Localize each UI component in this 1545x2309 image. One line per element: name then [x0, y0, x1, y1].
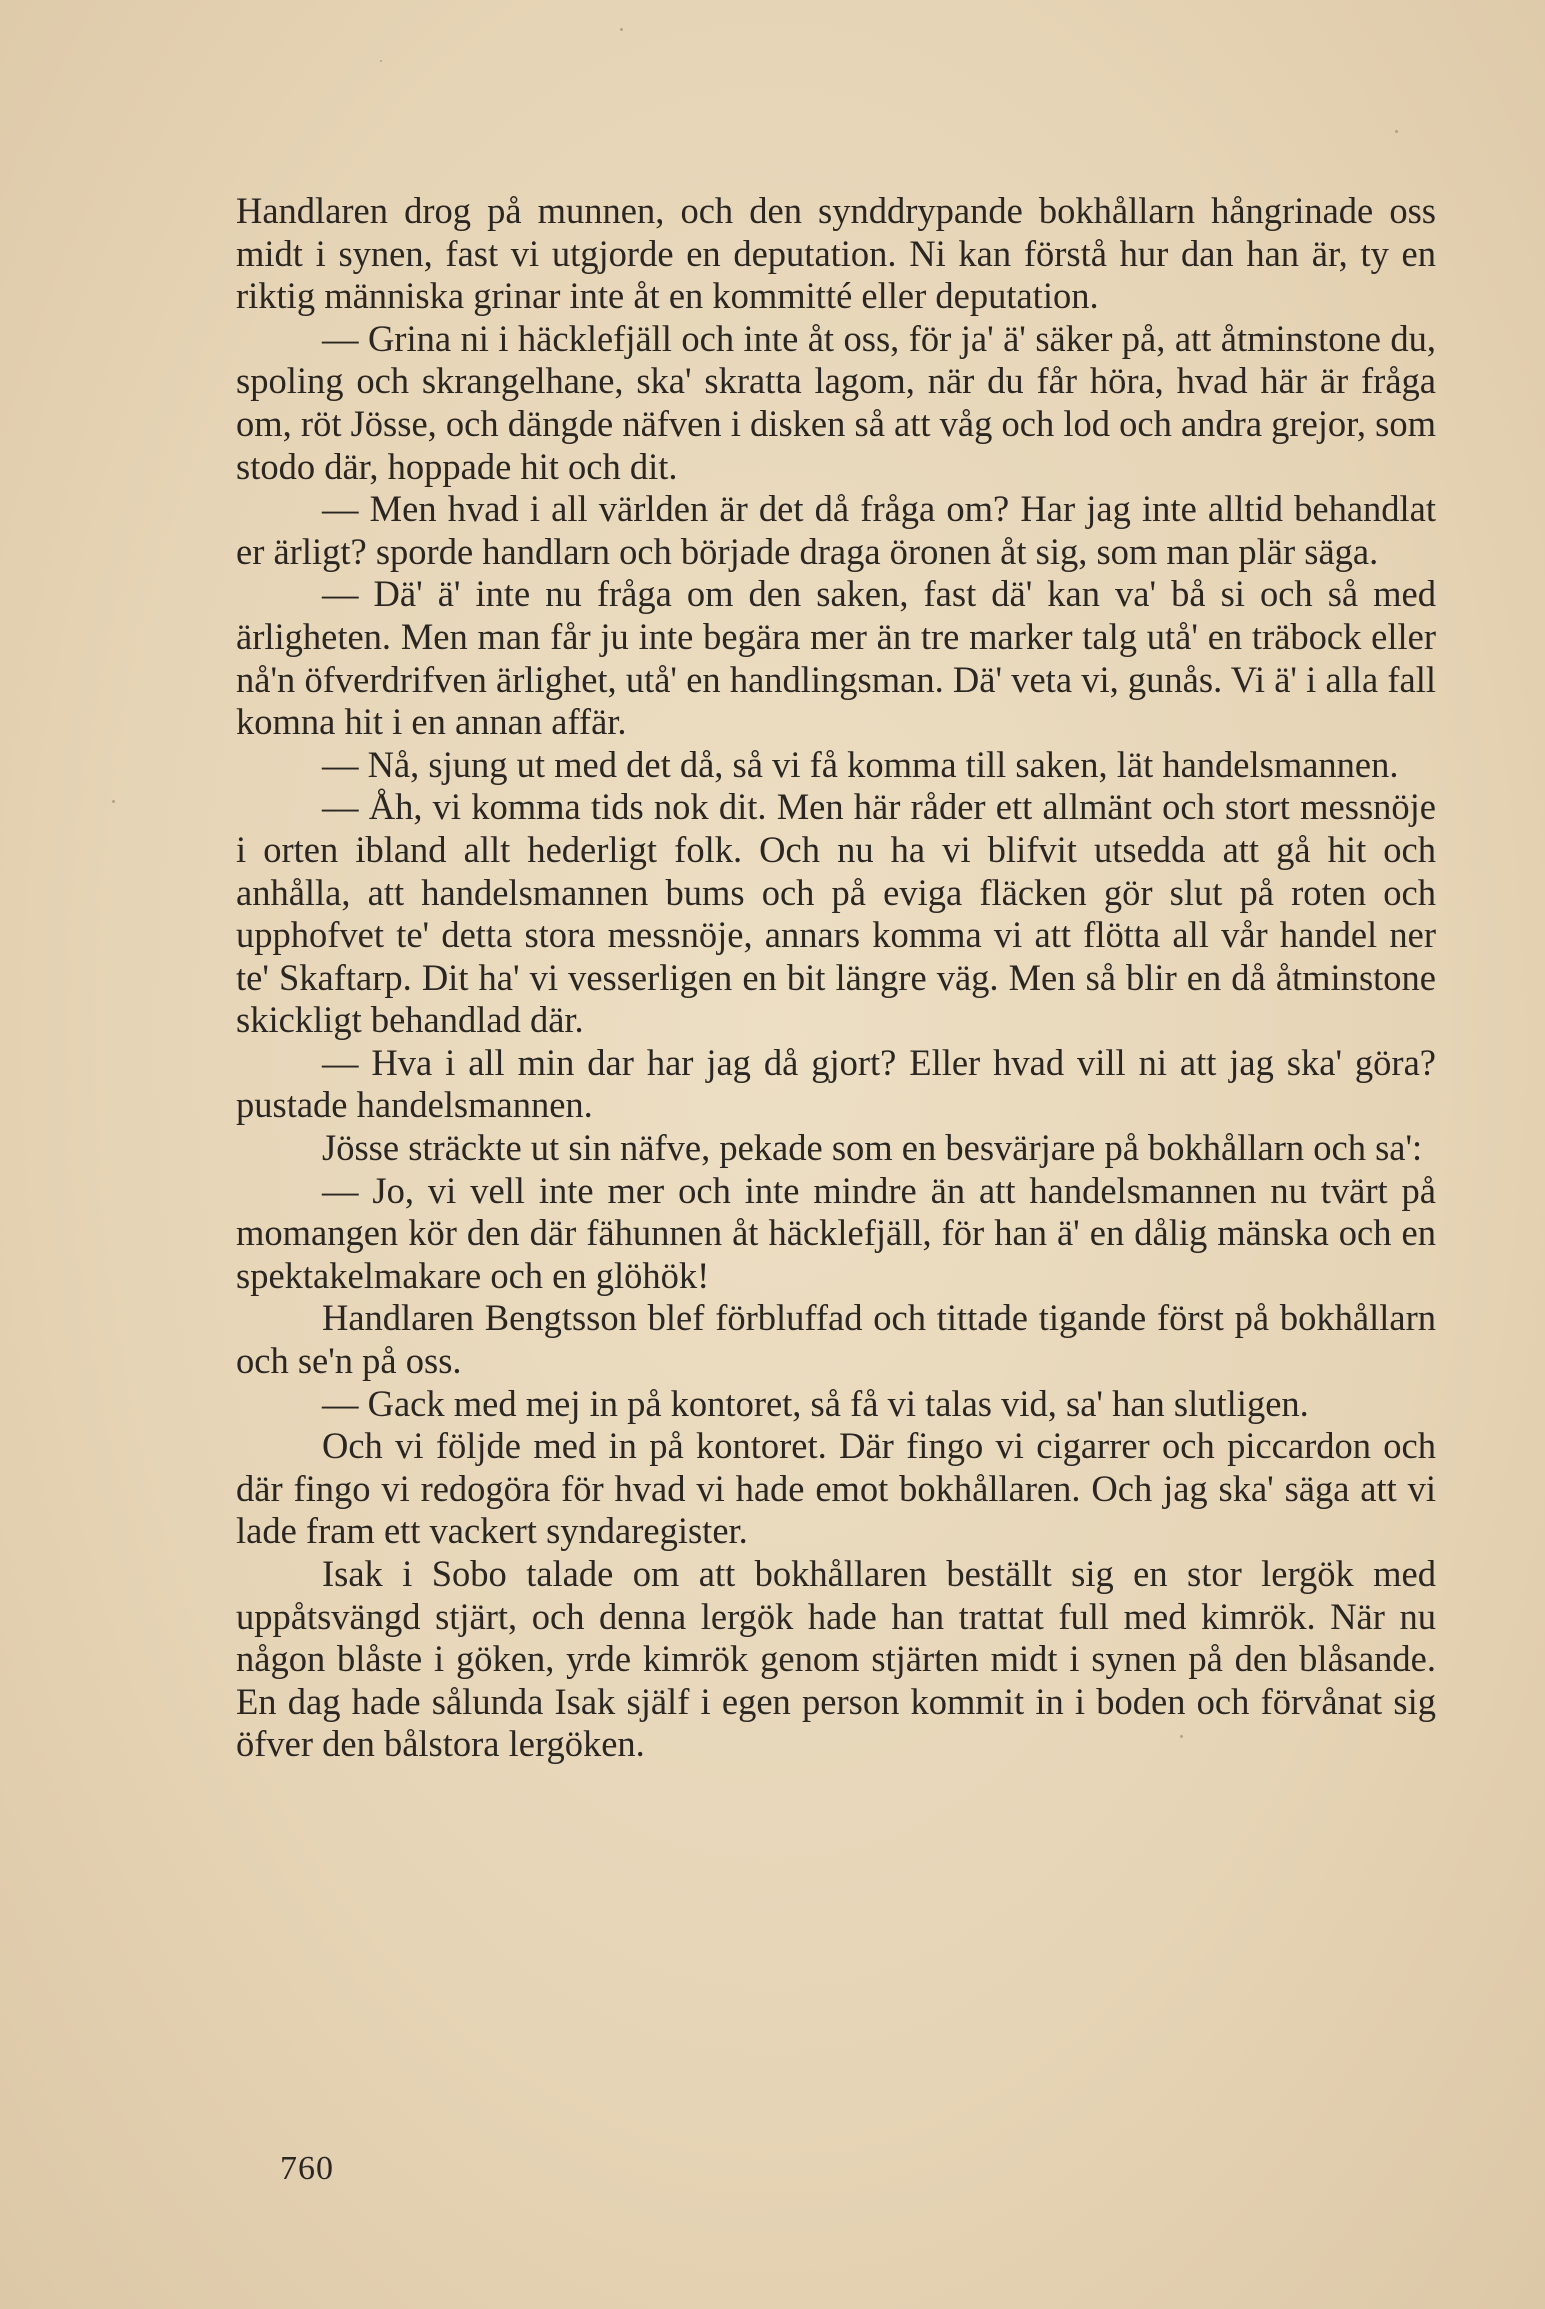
body-text — [236, 190, 1436, 1766]
paragraph: Handlaren drog på munnen, och den synddrypande bokhållarn hångrinade oss midt i synen, fast vi utgjorde en deputation. Ni kan förstå hur dan han är, ty en riktig människa grinar inte åt en kommitté eller deputation. — [236, 190, 1436, 317]
paragraph: — Hva i all min dar har jag då gjort? Eller hvad vill ni att jag ska' göra? pustade handelsmannen. — [236, 1041, 1436, 1126]
paragraph: Och vi följde med in på kontoret. Där fingo vi cigarrer och piccardon och där fingo vi redogöra för hvad vi hade emot bokhållaren. Och jag ska' säga att vi lade fram ett vackert syndaregister. — [236, 1425, 1436, 1552]
paragraph: Isak i Sobo talade om att bokhållaren beställt sig en stor lergök med uppåtsvängd stjärt, och denna lergök hade han trattat full med kimrök. När nu någon blåste i göken, yrde kimrök genom stjärten midt i synen på den blåsande. En dag hade sålunda Isak själf i egen person kommit in i boden och förvånat sig öfver den bålstora lergöken. — [236, 1553, 1436, 1765]
paragraph: — Men hvad i all världen är det då fråga om? Har jag inte alltid behandlat er ärligt? sporde handlarn och började draga öronen åt sig, som man plär säga. — [236, 488, 1436, 572]
paper-speck — [380, 60, 382, 62]
paragraph: — Jo, vi vell inte mer och inte mindre än att handelsmannen nu tvärt på momangen kör den där fähunnen åt häcklefjäll, för han ä' en dålig mänska och en spektakelmakare och en glöhök! — [236, 1169, 1436, 1296]
paragraph: Jösse sträckte ut sin näfve, pekade som en besvärjare på bokhållarn och sa': — [322, 1127, 1423, 1169]
page-number: 760 — [280, 2150, 334, 2187]
paragraph: — Grina ni i häcklefjäll och inte åt oss, för ja' ä' säker på, att åtminstone du, spoling och skrangelhane, ska' skratta lagom, när du får höra, hvad här är fråga om, röt Jösse, och dängde näfven i disken så att våg och lod och andra grejor, som stodo där, hoppade hit och dit. — [236, 317, 1436, 487]
paragraph: — Åh, vi komma tids nok dit. Men här råder ett allmänt och stort messnöje i orten ibland allt hederligt folk. Och nu ha vi blifvit utsedda att gå hit och anhålla, att handelsmannen bums och på eviga fläcken gör slut på roten och upphofvet te' detta stora messnöje, annars komma vi att flötta all vår handel ner te' Skaftarp. Dit ha' vi vesserligen en bit längre väg. Men så blir en då åtminstone skickligt behandlad där. — [236, 786, 1436, 1041]
paper-speck — [1395, 130, 1398, 133]
paragraph: Handlaren Bengtsson blef förbluffad och tittade tigande först på bokhållarn och se'n på oss. — [236, 1297, 1436, 1382]
paragraph: — Dä' ä' inte nu fråga om den saken, fast dä' kan va' bå si och så med ärligheten. Men man får ju inte begära mer än tre marker talg utå' en träbock eller nå'n öfverdrifven ärlighet, utå' en handlingsman. Dä' veta vi, gunås. Vi ä' i alla fall komna hit i en annan affär. — [236, 573, 1436, 743]
paragraph: — Gack med mej in på kontoret, så få vi talas vid, sa' han slutligen. — [322, 1382, 1309, 1424]
paper-speck — [620, 28, 623, 31]
paragraph: — Nå, sjung ut med det då, så vi få komma till saken, lät handelsmannen. — [322, 743, 1399, 785]
paper-speck — [112, 800, 115, 803]
